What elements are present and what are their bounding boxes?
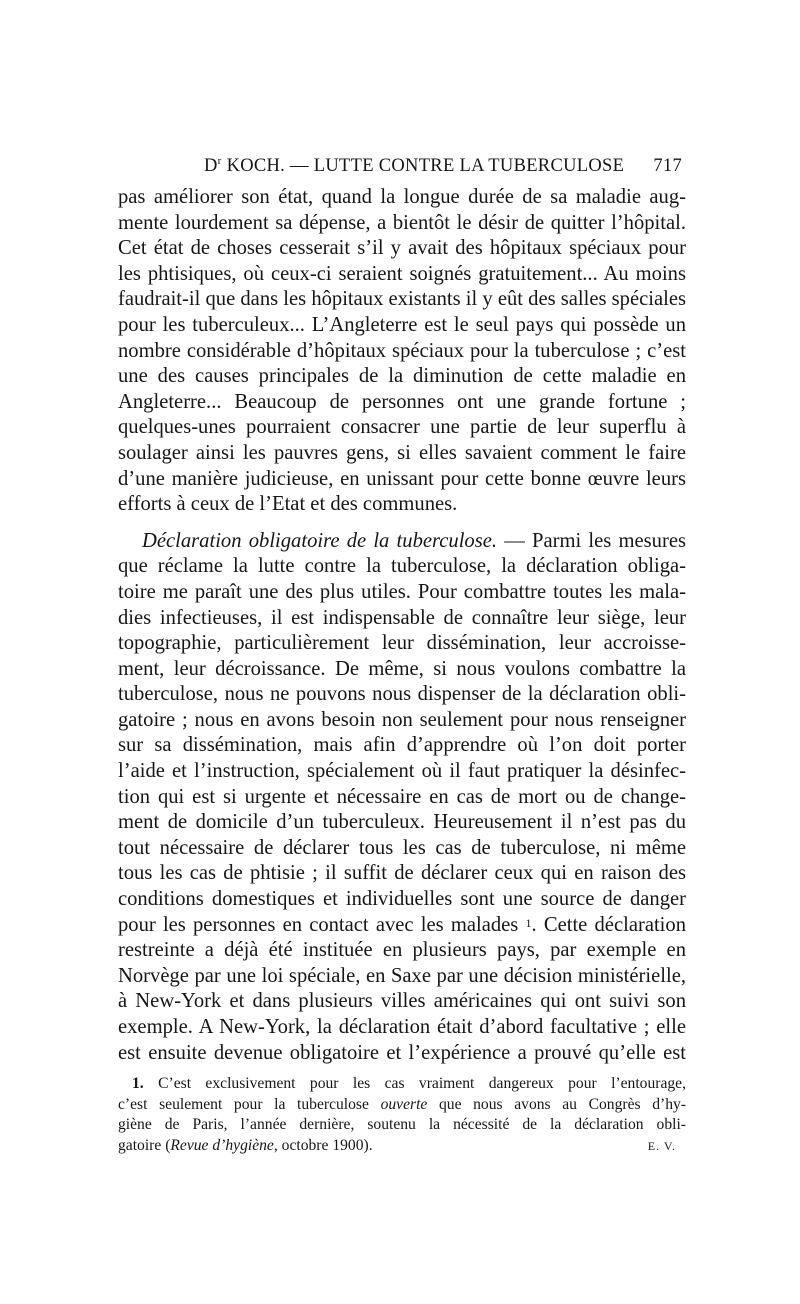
paragraph2-line: ment de domicile d’un tuberculeux. Heureusement il n’est pas du	[118, 811, 686, 834]
paragraph2-line: restreinte a déjà été instituée en plusieurs pays, par exemple en	[118, 939, 686, 962]
paragraph1-line: nombre considérable d’hôpitaux spéciaux pour la tuberculose ; c’est	[118, 339, 686, 362]
footnote-line	[118, 1095, 686, 1116]
paragraph1-line: quelques-unes pourraient consacrer une partie de leur superflu à	[118, 416, 686, 439]
paragraph2-line: l’aide et l’instruction, spécialement où il faut pratiquer la désinfec-	[118, 760, 686, 783]
footnote-line: giène de Paris, l’année dernière, soutenu la nécessité de la déclaration obli-	[118, 1116, 686, 1133]
paragraph2-line: tout nécessaire de déclarer tous les cas de tuberculose, ni même	[118, 836, 686, 859]
footnote-line1-text: C’est exclusivement pour les cas vraiment dangereux pour l’entourage,	[143, 1075, 686, 1092]
paragraph2-line: tous les cas de phtisie ; il suffit de déclarer ceux qui en raison des	[118, 862, 686, 885]
paragraph2-line: gatoire ; nous en avons besoin non seulement pour nous renseigner	[118, 708, 686, 731]
paragraph2-line: dies infectieuses, il est indispensable de connaître leur siège, leur	[118, 606, 686, 629]
paragraph2-line: est ensuite devenue obligatoire et l’expérience a prouvé qu’elle est	[118, 1041, 686, 1064]
paragraph2-line: toire me paraît une des plus utiles. Pour combattre toutes les mala-	[118, 580, 686, 603]
paragraph2-first-line	[118, 529, 686, 555]
ref-line-after: . Cette déclaration	[531, 913, 686, 936]
paragraph2-line: que réclame la lutte contre la tuberculose, la déclaration obliga-	[118, 555, 686, 578]
paragraph2-line: tuberculose, nous ne pouvons nous dispenser de la déclaration obli-	[118, 683, 686, 706]
footnote-line4-before: gatoire (	[118, 1136, 171, 1154]
section-heading: Déclaration obligatoire de la tuberculose.	[142, 529, 498, 552]
paragraph1-line: soulager ainsi les pauvres gens, si elles savaient comment le faire	[118, 441, 686, 464]
paragraph1-line: pour les tuberculeux... L’Angleterre est le seul pays qui possède un	[118, 313, 686, 336]
paragraph1-line: Cet état de choses cesserait s’il y avait des hôpitaux spéciaux pour	[118, 237, 686, 260]
paragraph2-line: à New-York et dans plusieurs villes américaines qui ont suivi son	[118, 990, 686, 1013]
paragraph1-line: une des causes principales de la diminution de cette maladie en	[118, 365, 686, 388]
paragraph1-line: pas améliorer son état, quand la longue durée de sa maladie aug-	[118, 186, 686, 208]
paragraph1-line: efforts à ceux de l’Etat et des communes.	[118, 493, 458, 516]
paragraph2-line: sur sa dissémination, mais afin d’apprendre où l’on doit porter	[118, 734, 686, 757]
paragraph2-line: topographie, particulièrement leur dissémination, leur accroisse-	[118, 632, 686, 655]
footnote-italic-term: ouverte	[380, 1095, 428, 1113]
ref-line-before: pour les personnes en contact avec les malades	[118, 913, 519, 936]
paragraph-gap	[118, 518, 686, 529]
paragraph1-line: les phtisiques, où ceux-ci seraient soignés gratuitement... Au moins	[118, 262, 686, 285]
running-header	[118, 156, 686, 184]
page-number: 717	[653, 156, 682, 176]
paragraph1-line: Angleterre... Beaucoup de personnes ont une grande fortune ;	[118, 390, 686, 413]
paragraph2-footnote-ref-line	[118, 913, 686, 939]
footnote-journal-title: Revue d’hygiène	[170, 1136, 274, 1154]
paragraph2-line: exemple. A New-York, la déclaration était d’abord facultative ; elle	[118, 1016, 686, 1038]
footnote-reference[interactable]: 1	[525, 915, 532, 930]
footnote-number: 1.	[132, 1075, 144, 1092]
title-superscript: r	[217, 155, 222, 167]
paragraph2-line: ment, leur décroissance. De même, si nous voulons combattre la	[118, 657, 686, 680]
footnote	[118, 1074, 686, 1156]
body-text	[118, 185, 686, 1066]
title-prefix: D	[204, 156, 218, 176]
paragraph2-line: conditions domestiques et individuelles sont une source de danger	[118, 888, 686, 911]
running-title	[204, 156, 624, 177]
paragraph1-line: faudrait-il que dans les hôpitaux existants il y eût des salles spéciales	[118, 288, 686, 311]
footnote-line2-after: que nous avons au Congrès d’hy-	[427, 1095, 686, 1113]
footnote-signature: E. V.	[647, 1138, 676, 1153]
footnote-line2-before: c’est seulement pour la tuberculose	[118, 1095, 381, 1113]
paragraph1-line: d’une manière judicieuse, en unissant pour cette bonne œuvre leurs	[118, 467, 686, 490]
paragraph2-first-line-rest: — Parmi les mesures	[497, 529, 686, 552]
footnote-line	[118, 1136, 686, 1157]
paragraph2-line: Norvège par une loi spéciale, en Saxe par une décision ministérielle,	[118, 964, 686, 987]
paragraph2-line: tion qui est si urgente et nécessaire en cas de mort ou de change-	[118, 785, 686, 808]
footnote-line4-after: , octobre 1900).	[273, 1136, 373, 1154]
title-rest: KOCH. — LUTTE CONTRE LA TUBERCULOSE	[221, 156, 625, 176]
footnote-line	[118, 1074, 686, 1095]
paragraph1-line: mente lourdement sa dépense, a bientôt le désir de quitter l’hôpital.	[118, 211, 686, 234]
